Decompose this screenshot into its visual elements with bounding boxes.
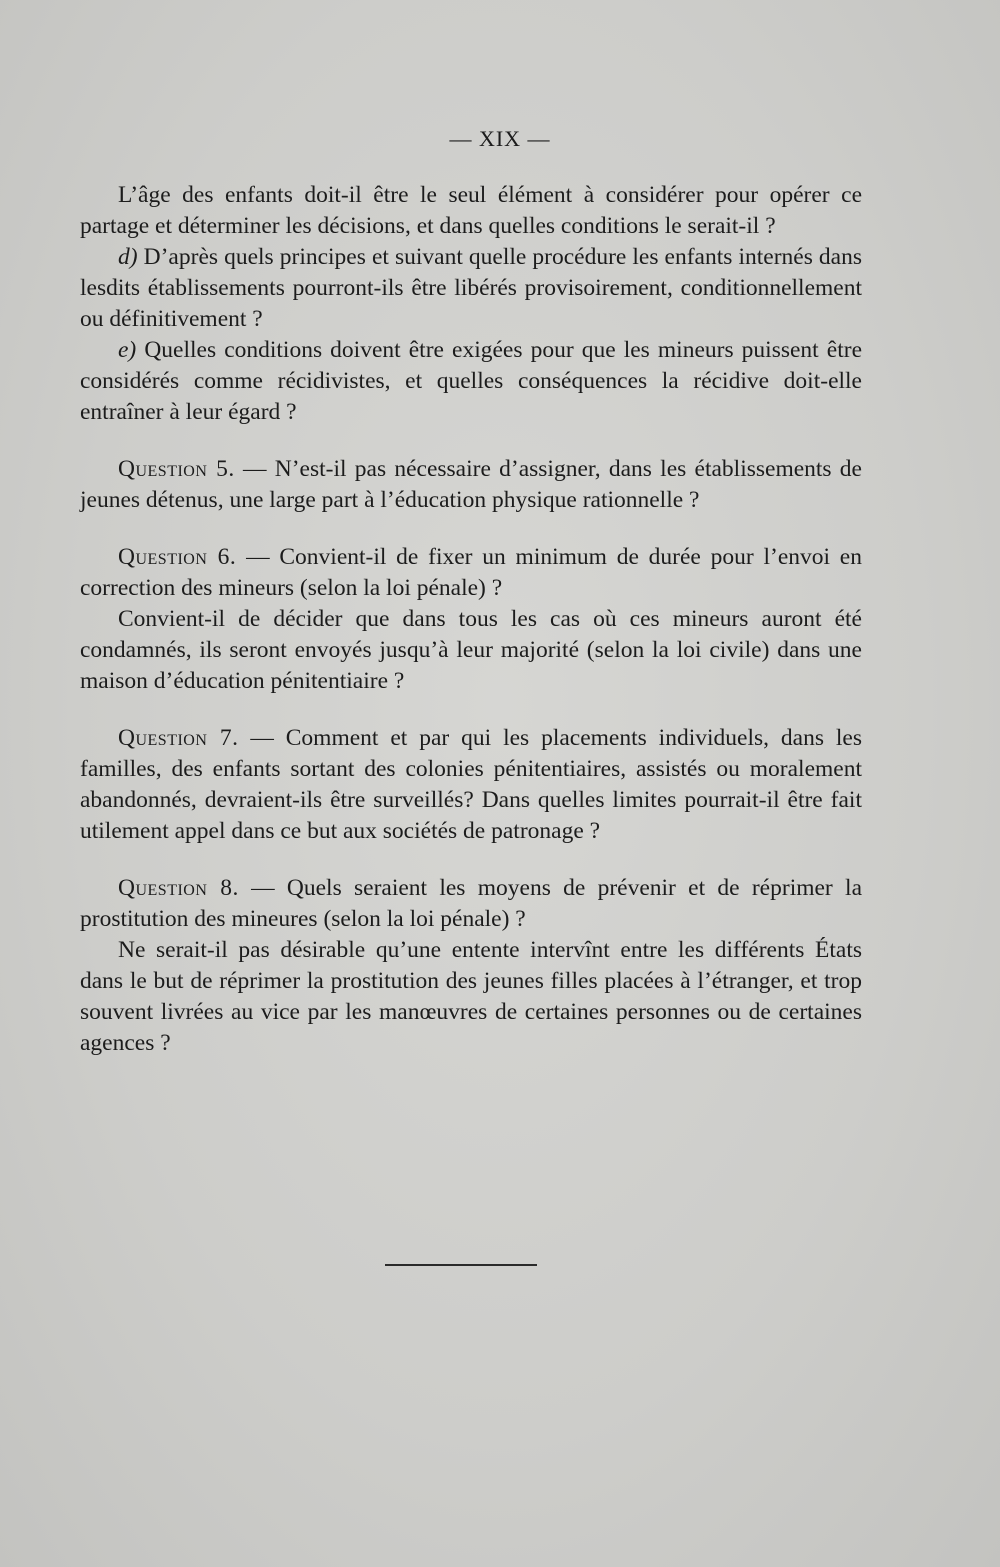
question-label: Question 7. [118,725,239,751]
question-5 [80,454,862,516]
question-label: Question 5. [118,456,235,482]
paragraph-text: D’après quels principes et suivant quelle procédure les enfants internés dans lesdits établissements pourront-ils être libérés provisoirement, conditionnellement ou définitivement ? [80,244,862,332]
paragraph-e [80,335,862,428]
question-7 [80,723,862,847]
item-label-e: e) [118,337,137,363]
question-6-followup: Convient-il de décider que dans tous les cas où ces mineurs auront été condamnés, ils seront envoyés jusqu’à leur majorité (selon la loi civile) dans une maison d’éducation pénitentiaire ? [80,606,862,694]
question-label: Question 6. [118,544,237,570]
item-label-d: d) [118,244,138,270]
question-6 [80,542,862,604]
page-number-header: — XIX — [449,126,551,151]
question-text: — Comment et par qui les placements individuels, dans les familles, des enfants sortant des colonies pénitentiaires, assistés ou moralement abandonnés, devraient-ils être surveillés? Dans quelles limites pourrait-il être fait utilement appel dans ce but aux sociétés de patronage ? [80,725,862,844]
question-text: — N’est-il pas nécessaire d’assigner, dans les établissements de jeunes détenus, une large part à l’éducation physique rationnelle ? [80,456,862,513]
question-label: Question 8. [118,875,239,901]
body-text [80,180,862,1059]
paragraph-text: Quelles conditions doivent être exigées pour que les mineurs puissent être considérés comme récidivistes, et quelles conséquences la récidive doit-elle entraîner à leur égard ? [80,337,862,425]
section-divider-rule [385,1264,537,1266]
paragraph-age [80,180,862,242]
question-text: — Quels seraient les moyens de prévenir et de réprimer la prostitution des mineures (selon la loi pénale) ? [80,875,862,932]
paragraph-d [80,242,862,335]
question-8 [80,873,862,935]
question-8-followup: Ne serait-il pas désirable qu’une entente intervînt entre les différents États dans le but de réprimer la prostitution des jeunes filles placées à l’étranger, et trop souvent livrées au vice par les manœuvres de certaines personnes ou de certaines agences ? [80,937,862,1056]
paragraph-text: L’âge des enfants doit-il être le seul élément à considérer pour opérer ce partage et déterminer les décisions, et dans quelles conditions le serait-il ? [80,182,862,239]
question-text: — Convient-il de fixer un minimum de durée pour l’envoi en correction des mineurs (selon la loi pénale) ? [80,544,862,601]
